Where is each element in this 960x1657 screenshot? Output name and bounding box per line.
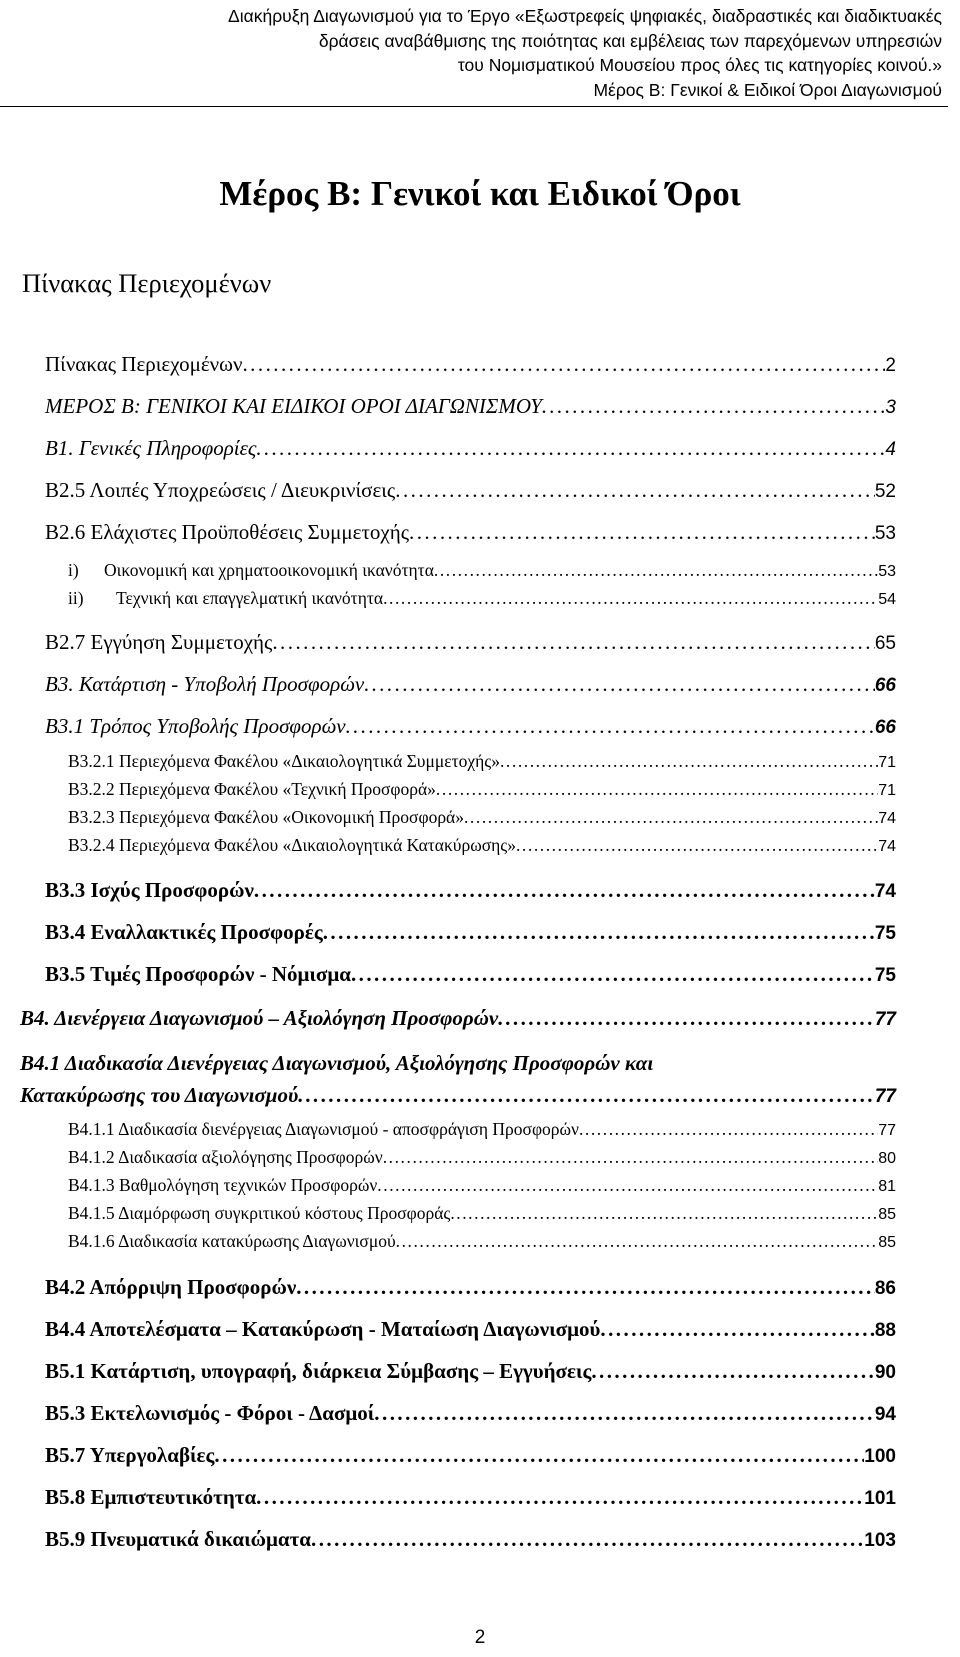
toc-entry[interactable] — [68, 1146, 896, 1170]
toc-entry-title: ΜΕΡΟΣ Β: ΓΕΝΙΚΟΙ ΚΑΙ ΕΙΔΙΚΟΙ ΟΡΟΙ ΔΙΑΓΩΝΙΣΜΟΥ — [45, 394, 542, 418]
header-line: Μέρος Β: Γενικοί & Ειδικοί Όροι Διαγωνισμού — [593, 79, 942, 100]
toc-entry[interactable] — [45, 629, 896, 657]
toc-leader — [464, 806, 878, 828]
toc-entry-page: 71 — [878, 754, 896, 771]
toc-leader — [256, 1484, 864, 1510]
toc-entry[interactable] — [68, 587, 896, 611]
toc-entry[interactable] — [68, 750, 896, 774]
toc-entry-page: 53 — [874, 523, 896, 544]
toc-entry[interactable] — [68, 806, 896, 830]
toc-leader — [542, 393, 886, 419]
toc-entry-title: Β4.1.1 Διαδικασία διενέργειας Διαγωνισμού - αποσφράγιση Προσφορών — [68, 1119, 579, 1139]
toc-entry-title: Κατακύρωσης του Διαγωνισμού — [20, 1083, 299, 1107]
toc-leader — [374, 1400, 875, 1426]
toc-entry[interactable] — [45, 519, 896, 547]
toc-entry-title: Β3.5 Τιμές Προσφορών - Νόμισμα — [45, 962, 351, 986]
toc-entry[interactable] — [45, 1358, 896, 1386]
toc-entry-title: Πίνακας Περιεχομένων — [45, 352, 243, 376]
toc-entry-title: Β3.1 Τρόπος Υποβολής Προσφορών — [45, 714, 346, 738]
toc-leader — [254, 877, 875, 903]
toc-entry-number: i) — [68, 560, 79, 580]
toc-entry-page: 74 — [878, 838, 896, 855]
toc-entry-title: Β3. Κατάρτιση - Υποβολή Προσφορών — [45, 672, 365, 696]
toc-entry-page: 66 — [874, 675, 896, 696]
toc-entry-title: Β4.1.3 Βαθμολόγηση τεχνικών Προσφορών — [68, 1175, 378, 1195]
toc-title: Πίνακας Περιεχομένων — [22, 268, 272, 298]
toc-leader — [323, 919, 875, 945]
toc-leader — [377, 1174, 878, 1196]
toc-leader — [311, 1526, 864, 1552]
toc-entry-title: Β3.2.1 Περιεχόμενα Φακέλου «Δικαιολογητικά Συμμετοχής» — [68, 751, 500, 771]
toc-entry[interactable] — [68, 1202, 896, 1226]
toc-entry-title: Β5.1 Κατάρτιση, υπογραφή, διάρκεια Σύμβασης – Εγγυήσεις — [45, 1359, 592, 1383]
toc-leader — [296, 1274, 875, 1300]
header-line: Διακήρυξη Διαγωνισμού για το Έργο «Εξωστρεφείς ψηφιακές, διαδραστικές και διαδικτυακές — [228, 6, 942, 26]
toc-entry-page: 85 — [878, 1234, 896, 1251]
toc-entry-page: 52 — [874, 481, 896, 502]
toc-leader — [383, 587, 878, 609]
toc-entry-page: 85 — [878, 1206, 896, 1223]
toc-entry-title: Β3.3 Ισχύς Προσφορών — [45, 878, 254, 902]
toc-entry[interactable] — [45, 1484, 896, 1512]
toc-entry-first-line: Β4.1 Διαδικασία Διενέργειας Διαγωνισμού, Αξιολόγησης Προσφορών και — [20, 1051, 654, 1075]
toc-leader — [450, 1202, 878, 1224]
toc-entry[interactable] — [68, 1118, 896, 1142]
toc-entry-page: 71 — [878, 782, 896, 799]
toc-entry-page: 88 — [874, 1320, 896, 1341]
toc-entry-page: 103 — [864, 1530, 896, 1551]
toc-entry-title: Β2.7 Εγγύηση Συμμετοχής — [45, 630, 273, 654]
toc-entry-title: Β1. Γενικές Πληροφορίες — [45, 436, 257, 460]
toc-entry-page: 81 — [878, 1178, 896, 1195]
toc-entry-number: ii) — [68, 588, 84, 608]
toc-entry[interactable] — [45, 393, 896, 421]
toc-leader — [256, 435, 885, 461]
toc-entry-title: Οικονομική και χρηματοοικονομική ικανότητα — [104, 560, 434, 580]
toc-leader — [214, 1442, 864, 1468]
toc-entry-title: Β4. Διενέργεια Διαγωνισμού – Αξιολόγηση Προσφορών — [20, 1006, 499, 1030]
toc-entry[interactable] — [45, 435, 896, 463]
toc-entry-page: 3 — [885, 397, 896, 418]
toc-entry[interactable] — [45, 919, 896, 947]
toc-entry-title: Β2.6 Ελάχιστες Προϋποθέσεις Συμμετοχής — [45, 520, 410, 544]
toc-entry-page: 53 — [878, 563, 896, 580]
toc-entry-page: 74 — [874, 881, 896, 902]
toc-leader — [498, 1005, 875, 1031]
toc-leader — [500, 750, 878, 772]
toc-entry[interactable] — [45, 1274, 896, 1302]
toc-entry-title: Β4.2 Απόρριψη Προσφορών — [45, 1275, 297, 1299]
toc-entry-page: 80 — [878, 1150, 896, 1167]
document-header — [0, 4, 942, 102]
toc-entry-page: 86 — [874, 1278, 896, 1299]
toc-entry-title: Β5.8 Εμπιστευτικότητα — [45, 1485, 257, 1509]
toc-entry[interactable] — [45, 477, 896, 505]
toc-entry-title: Β2.5 Λοιπές Υποχρεώσεις / Διευκρινίσεις — [45, 478, 396, 502]
toc-entry[interactable] — [68, 834, 896, 858]
toc-entry[interactable] — [45, 961, 896, 989]
toc-entry[interactable] — [45, 1316, 896, 1344]
toc-entry-title: Β5.7 Υπεργολαβίες — [45, 1443, 215, 1467]
toc-entry-title: Β5.3 Εκτελωνισμός - Φόροι - Δασμοί — [45, 1401, 375, 1425]
toc-entry-title: Β5.9 Πνευματικά δικαιώματα — [45, 1527, 312, 1551]
toc-entry-page: 94 — [874, 1404, 896, 1425]
toc-leader — [351, 961, 875, 987]
toc-leader — [396, 1230, 879, 1252]
toc-leader — [591, 1358, 875, 1384]
toc-entry-page: 2 — [885, 355, 896, 376]
toc-leader — [383, 1146, 879, 1168]
toc-leader — [395, 477, 875, 503]
toc-leader — [242, 351, 885, 377]
toc-entry-title: Β3.4 Εναλλακτικές Προσφορές — [45, 920, 323, 944]
toc-entry[interactable] — [45, 671, 896, 699]
toc-entry-title: Β4.1.5 Διαμόρφωση συγκριτικού κόστους Προσφοράς — [68, 1203, 451, 1223]
toc-entry-title: Β3.2.4 Περιεχόμενα Φακέλου «Δικαιολογητικά Κατακύρωσης» — [68, 835, 516, 855]
toc-entry-page: 100 — [864, 1446, 896, 1467]
toc-leader — [298, 1082, 875, 1108]
toc-leader — [364, 671, 875, 697]
header-divider — [0, 106, 948, 107]
toc-entry-page: 4 — [885, 439, 896, 460]
header-line: του Νομισματικού Μουσείου προς όλες τις κατηγορίες κοινού.» — [457, 55, 942, 75]
toc-entry[interactable] — [45, 1526, 896, 1554]
header-line: δράσεις αναβάθμισης της ποιότητας και εμβέλειας των παρεχόμενων υπηρεσιών — [318, 30, 942, 51]
part-title: Μέρος Β: Γενικοί και Ειδικοί Όροι — [219, 174, 741, 213]
toc-entry[interactable] — [45, 713, 896, 741]
toc-entry-page: 75 — [874, 965, 896, 986]
toc-leader — [434, 559, 878, 581]
toc-entry[interactable] — [45, 1442, 896, 1470]
toc-entry-page: 65 — [874, 633, 896, 654]
toc-entry-page: 90 — [874, 1362, 896, 1383]
toc-entry-page: 75 — [874, 923, 896, 944]
toc-entry-page: 101 — [864, 1488, 896, 1509]
toc-entry[interactable] — [45, 351, 896, 379]
toc-entry-page: 54 — [878, 591, 896, 608]
toc-leader — [436, 778, 878, 800]
toc-entry-title: Τεχνική και επαγγελματική ικανότητα — [116, 588, 384, 608]
toc-leader — [516, 834, 878, 856]
toc-entry-title: Β4.4 Αποτελέσματα – Κατακύρωση - Ματαίωση Διαγωνισμού — [45, 1317, 601, 1341]
toc-leader — [579, 1118, 878, 1140]
toc-entry-title: Β4.1.2 Διαδικασία αξιολόγησης Προσφορών — [68, 1147, 383, 1167]
toc-entry[interactable] — [20, 1005, 896, 1033]
toc-entry-page: 77 — [878, 1122, 896, 1139]
toc-entry-page: 74 — [878, 810, 896, 827]
toc-entry-page: 77 — [874, 1086, 896, 1107]
toc-entry-page: 66 — [874, 717, 896, 738]
toc-leader — [409, 519, 875, 545]
toc-leader — [600, 1316, 874, 1342]
toc-entry[interactable] — [68, 778, 896, 802]
toc-entry[interactable] — [45, 1400, 896, 1428]
toc-entry-page: 77 — [874, 1009, 896, 1030]
page-number: 2 — [474, 1627, 486, 1648]
toc-entry[interactable] — [68, 1174, 896, 1198]
toc-leader — [346, 713, 875, 739]
toc-entry[interactable] — [68, 1230, 896, 1254]
toc-leader — [272, 629, 875, 655]
toc-entry-title: Β3.2.2 Περιεχόμενα Φακέλου «Τεχνική Προσφορά» — [68, 779, 436, 799]
toc-entry[interactable] — [68, 559, 896, 583]
toc-entry[interactable] — [20, 1082, 896, 1110]
toc-entry-title: Β4.1.6 Διαδικασία κατακύρωσης Διαγωνισμού — [68, 1231, 396, 1251]
toc-entry-title: Β3.2.3 Περιεχόμενα Φακέλου «Οικονομική Προσφορά» — [68, 807, 464, 827]
toc-entry[interactable] — [45, 877, 896, 905]
